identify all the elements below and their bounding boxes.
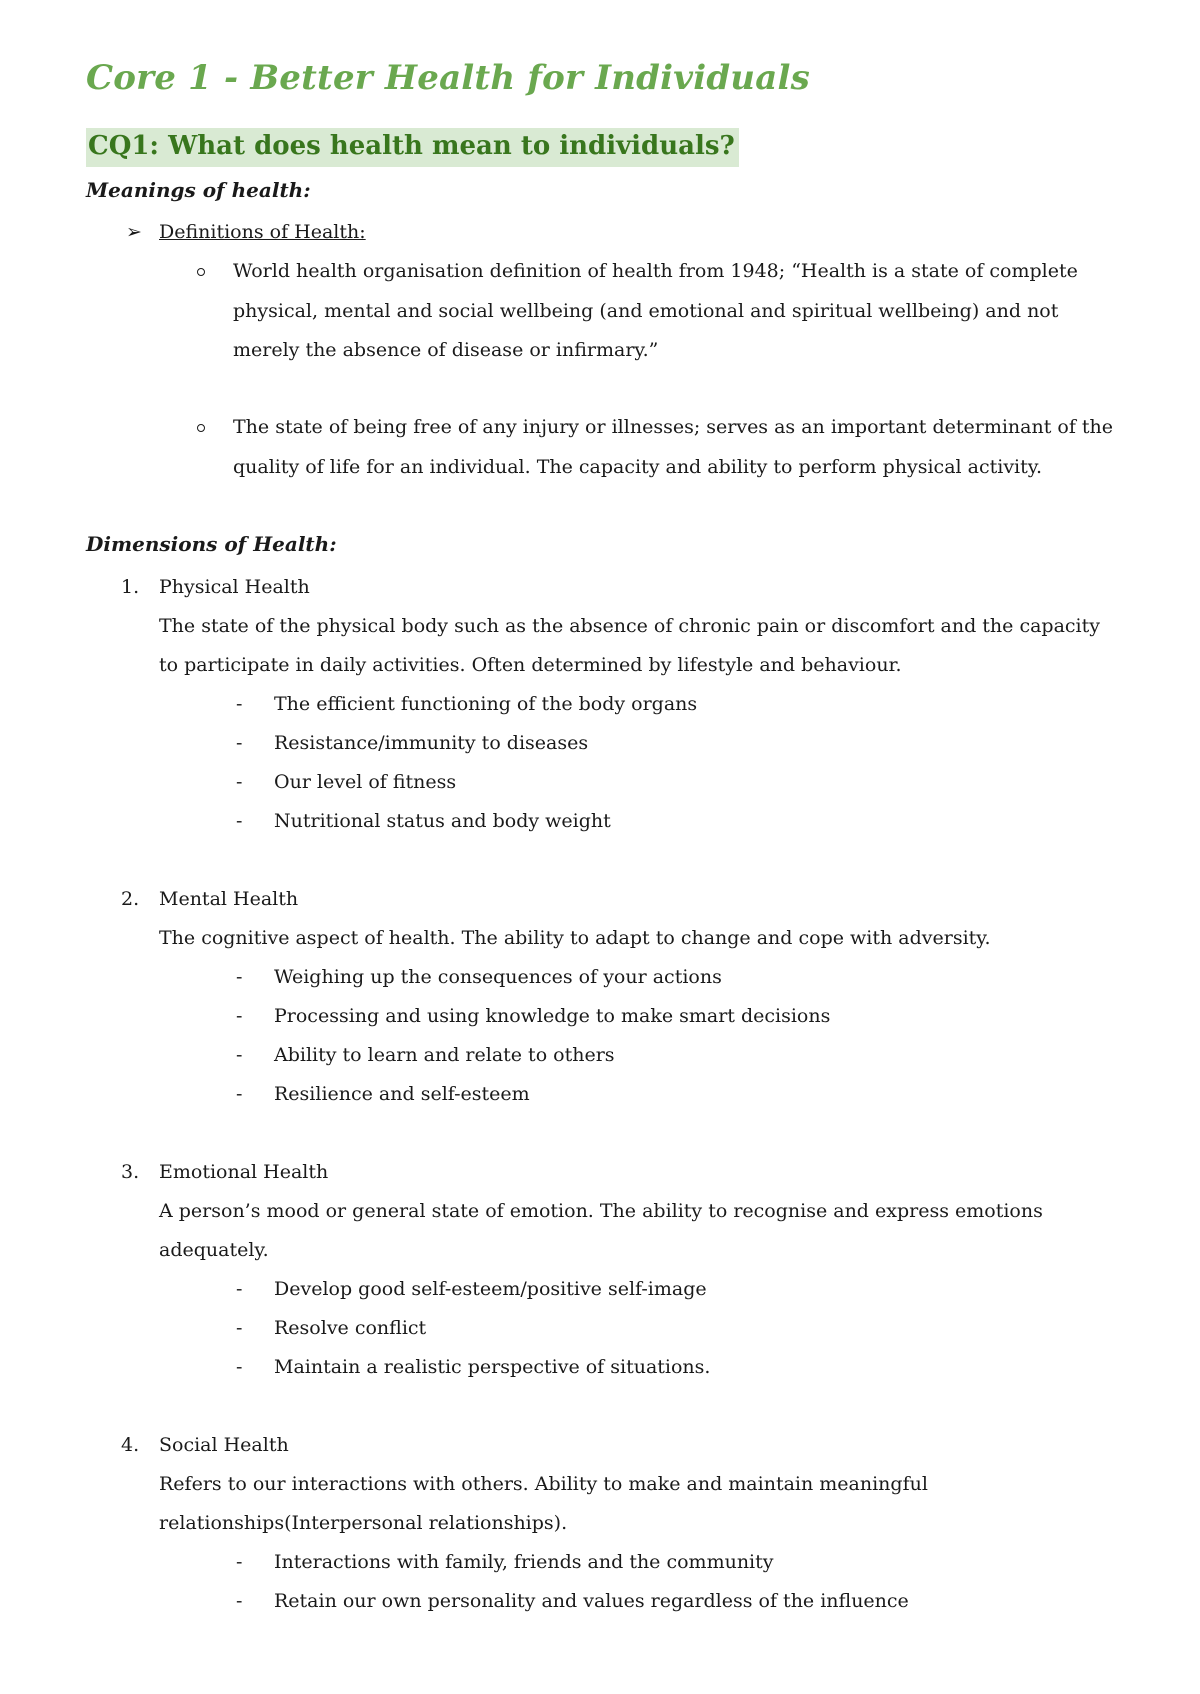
dimension-name: Social Health	[159, 1434, 289, 1456]
dimension-point: Our level of fitness	[274, 771, 457, 793]
dimension-description: A person’s mood or general state of emotion. The ability to recognise and express emotions	[159, 1200, 1043, 1222]
dimension-point: Resilience and self-esteem	[274, 1083, 530, 1105]
dimension-number: 3.	[121, 1161, 140, 1183]
dimension-number: 4.	[121, 1434, 140, 1456]
dimension-description: The cognitive aspect of health. The ability to adapt to change and cope with adversity.	[159, 927, 991, 949]
dash-bullet-icon: -	[236, 771, 243, 793]
dimension-point: Interactions with family, friends and the community	[274, 1551, 774, 1573]
document-title: Core 1 - Better Health for Individuals	[86, 58, 810, 98]
dimensions-heading: Dimensions of Health:	[86, 532, 337, 556]
dimension-name: Emotional Health	[159, 1161, 329, 1183]
dash-bullet-icon: -	[236, 1551, 243, 1573]
dimension-point: Ability to learn and relate to others	[274, 1044, 615, 1066]
arrow-bullet-icon: ➢	[126, 221, 142, 243]
dash-bullet-icon: -	[236, 966, 243, 988]
dash-bullet-icon: -	[236, 810, 243, 832]
dimension-name: Physical Health	[159, 576, 310, 598]
dimension-point: Resolve conflict	[274, 1317, 427, 1339]
definition-2-line: quality of life for an individual. The capacity and ability to perform physical activity.	[233, 456, 1043, 478]
definition-1-line: World health organisation definition of health from 1948; “Health is a state of complete	[233, 260, 1078, 282]
dimension-description: relationships(Interpersonal relationships).	[159, 1512, 568, 1534]
dash-bullet-icon: -	[236, 693, 243, 715]
definition-2-line: The state of being free of any injury or illnesses; serves as an important determinant of the	[233, 416, 1114, 438]
meanings-heading: Meanings of health:	[86, 178, 311, 202]
dash-bullet-icon: -	[236, 1083, 243, 1105]
dimension-description: to participate in daily activities. Often determined by lifestyle and behaviour.	[159, 654, 902, 676]
cq1-heading: CQ1: What does health mean to individuals?	[86, 128, 739, 167]
dimension-description: adequately.	[159, 1239, 269, 1261]
dimension-point: Processing and using knowledge to make smart decisions	[274, 1005, 831, 1027]
circle-bullet-icon	[197, 424, 205, 432]
dimension-number: 2.	[121, 888, 140, 910]
dash-bullet-icon: -	[236, 1044, 243, 1066]
definition-1-line: merely the absence of disease or infirmary.”	[233, 339, 659, 361]
dimension-point: Maintain a realistic perspective of situations.	[274, 1356, 711, 1378]
dash-bullet-icon: -	[236, 1278, 243, 1300]
dimension-point: The efficient functioning of the body organs	[274, 693, 698, 715]
dimension-name: Mental Health	[159, 888, 299, 910]
dimension-point: Develop good self-esteem/positive self-image	[274, 1278, 707, 1300]
definitions-label: Definitions of Health:	[159, 221, 366, 243]
dash-bullet-icon: -	[236, 1590, 243, 1612]
dimension-number: 1.	[121, 576, 140, 598]
dash-bullet-icon: -	[236, 732, 243, 754]
dimension-point: Retain our own personality and values regardless of the influence	[274, 1590, 909, 1612]
definition-1-line: physical, mental and social wellbeing (and emotional and spiritual wellbeing) and not	[233, 300, 1059, 322]
dimension-point: Nutritional status and body weight	[274, 810, 611, 832]
dimension-description: Refers to our interactions with others. Ability to make and maintain meaningful	[159, 1473, 928, 1495]
dimension-description: The state of the physical body such as the absence of chronic pain or discomfort and the capacity	[159, 615, 1100, 637]
dash-bullet-icon: -	[236, 1317, 243, 1339]
dash-bullet-icon: -	[236, 1356, 243, 1378]
dash-bullet-icon: -	[236, 1005, 243, 1027]
circle-bullet-icon	[197, 268, 205, 276]
dimension-point: Resistance/immunity to diseases	[274, 732, 589, 754]
dimension-point: Weighing up the consequences of your actions	[274, 966, 722, 988]
